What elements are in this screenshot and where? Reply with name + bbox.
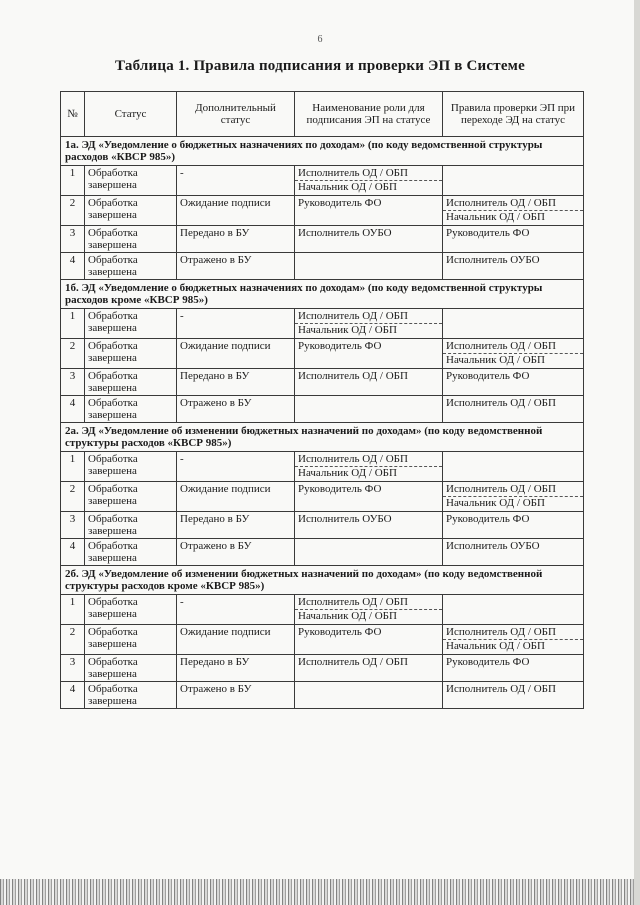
role-cell-entry: Исполнитель ОД / ОБП [295, 167, 442, 181]
check-rules-cell [443, 682, 584, 709]
table-row [61, 482, 584, 512]
row-number: 4 [61, 396, 85, 423]
scan-edge-shadow [634, 0, 640, 905]
status-cell: Обработка завершена [85, 482, 177, 512]
check-rules-cell [443, 196, 584, 226]
check-rules-cell-entry: Начальник ОД / ОБП [446, 640, 545, 652]
status-cell: Обработка завершена [85, 339, 177, 369]
role-cell [295, 482, 443, 512]
table-row [61, 452, 584, 482]
role-cell [295, 452, 443, 482]
section-heading: 1б. ЭД «Уведомление о бюджетных назначениях по доходам» (по коду ведомственной структуры расходов кроме «КВСР 985») [61, 280, 584, 309]
row-number: 3 [61, 226, 85, 253]
extra-status-cell: Ожидание подписи [177, 196, 295, 226]
role-cell [295, 682, 443, 709]
role-cell [295, 226, 443, 253]
section-heading-row [61, 423, 584, 452]
row-number: 3 [61, 655, 85, 682]
table-header-row [61, 92, 584, 137]
role-cell [295, 396, 443, 423]
role-cell-entry: Исполнитель ОД / ОБП [295, 596, 442, 610]
check-rules-cell [443, 452, 584, 482]
table-row [61, 396, 584, 423]
status-cell: Обработка завершена [85, 595, 177, 625]
row-number: 2 [61, 339, 85, 369]
section-heading-row [61, 280, 584, 309]
status-cell: Обработка завершена [85, 253, 177, 280]
check-rules-cell-entry: Начальник ОД / ОБП [446, 354, 545, 366]
extra-status-cell: - [177, 309, 295, 339]
role-cell-entry: Начальник ОД / ОБП [298, 181, 397, 193]
status-cell: Обработка завершена [85, 166, 177, 196]
extra-status-cell: Передано в БУ [177, 369, 295, 396]
page-number: 6 [317, 34, 323, 45]
header-extra-status: Дополнительный статус [177, 92, 295, 137]
check-rules-cell [443, 226, 584, 253]
check-rules-cell [443, 539, 584, 566]
table-row [61, 595, 584, 625]
check-rules-cell [443, 309, 584, 339]
check-rules-cell [443, 339, 584, 369]
role-cell-entry: Руководитель ФО [298, 340, 382, 352]
section-heading-row [61, 137, 584, 166]
extra-status-cell: Отражено в БУ [177, 396, 295, 423]
table-row [61, 539, 584, 566]
extra-status-cell: - [177, 166, 295, 196]
table-row [61, 625, 584, 655]
table-row [61, 512, 584, 539]
role-cell-entry: Руководитель ФО [298, 626, 382, 638]
extra-status-cell: Ожидание подписи [177, 339, 295, 369]
table-row [61, 655, 584, 682]
role-cell [295, 512, 443, 539]
role-cell-entry: Начальник ОД / ОБП [298, 610, 397, 622]
role-cell-entry: Начальник ОД / ОБП [298, 324, 397, 336]
check-rules-cell-entry: Исполнитель ОУБО [446, 254, 540, 266]
role-cell [295, 595, 443, 625]
scan-artifact-strip [0, 879, 640, 905]
check-rules-cell-entry: Руководитель ФО [446, 513, 530, 525]
role-cell [295, 625, 443, 655]
extra-status-cell: - [177, 452, 295, 482]
row-number: 2 [61, 196, 85, 226]
status-cell: Обработка завершена [85, 396, 177, 423]
check-rules-cell [443, 655, 584, 682]
status-cell: Обработка завершена [85, 512, 177, 539]
header-number: № [61, 92, 85, 137]
role-cell-entry: Начальник ОД / ОБП [298, 467, 397, 479]
check-rules-cell [443, 482, 584, 512]
check-rules-cell-entry: Начальник ОД / ОБП [446, 211, 545, 223]
row-number: 1 [61, 166, 85, 196]
status-cell: Обработка завершена [85, 539, 177, 566]
check-rules-cell [443, 512, 584, 539]
role-cell [295, 369, 443, 396]
row-number: 1 [61, 452, 85, 482]
check-rules-cell [443, 369, 584, 396]
role-cell [295, 309, 443, 339]
extra-status-cell: Отражено в БУ [177, 539, 295, 566]
role-cell [295, 339, 443, 369]
role-cell-entry: Исполнитель ОУБО [298, 513, 392, 525]
check-rules-cell [443, 253, 584, 280]
role-cell-entry: Исполнитель ОД / ОБП [295, 453, 442, 467]
check-rules-cell-entry: Исполнитель ОД / ОБП [446, 683, 556, 695]
check-rules-cell-entry: Исполнитель ОД / ОБП [446, 397, 556, 409]
table-body [61, 137, 584, 709]
table-row [61, 369, 584, 396]
check-rules-cell [443, 396, 584, 423]
check-rules-cell-entry: Исполнитель ОУБО [446, 540, 540, 552]
role-cell [295, 253, 443, 280]
extra-status-cell: - [177, 595, 295, 625]
status-cell: Обработка завершена [85, 196, 177, 226]
check-rules-cell-entry: Исполнитель ОД / ОБП [443, 483, 583, 497]
header-role: Наименование роли для подписания ЭП на статусе [295, 92, 443, 137]
check-rules-cell-entry: Начальник ОД / ОБП [446, 497, 545, 509]
table-row [61, 196, 584, 226]
status-cell: Обработка завершена [85, 452, 177, 482]
section-heading: 2б. ЭД «Уведомление об изменении бюджетных назначений по доходам» (по коду ведомственной структуры расходов кроме «КВСР 985») [61, 566, 584, 595]
table-row [61, 253, 584, 280]
extra-status-cell: Передано в БУ [177, 655, 295, 682]
role-cell-entry: Исполнитель ОД / ОБП [298, 656, 408, 668]
table-row [61, 226, 584, 253]
section-heading-row [61, 566, 584, 595]
check-rules-cell [443, 625, 584, 655]
role-cell-entry: Руководитель ФО [298, 483, 382, 495]
check-rules-cell-entry: Исполнитель ОД / ОБП [443, 626, 583, 640]
role-cell-entry: Исполнитель ОД / ОБП [298, 370, 408, 382]
table-title: Таблица 1. Правила подписания и проверки ЭП в Системе [115, 58, 525, 74]
role-cell [295, 655, 443, 682]
extra-status-cell: Ожидание подписи [177, 625, 295, 655]
role-cell-entry: Исполнитель ОУБО [298, 227, 392, 239]
signature-rules-table [60, 91, 584, 709]
row-number: 2 [61, 482, 85, 512]
role-cell [295, 196, 443, 226]
role-cell [295, 539, 443, 566]
header-status: Статус [85, 92, 177, 137]
check-rules-cell [443, 595, 584, 625]
extra-status-cell: Ожидание подписи [177, 482, 295, 512]
extra-status-cell: Передано в БУ [177, 226, 295, 253]
row-number: 3 [61, 369, 85, 396]
check-rules-cell-entry: Исполнитель ОД / ОБП [443, 197, 583, 211]
check-rules-cell-entry: Руководитель ФО [446, 370, 530, 382]
status-cell: Обработка завершена [85, 309, 177, 339]
row-number: 1 [61, 595, 85, 625]
row-number: 2 [61, 625, 85, 655]
table-row [61, 339, 584, 369]
row-number: 1 [61, 309, 85, 339]
row-number: 4 [61, 253, 85, 280]
table-row [61, 166, 584, 196]
role-cell [295, 166, 443, 196]
status-cell: Обработка завершена [85, 655, 177, 682]
row-number: 3 [61, 512, 85, 539]
extra-status-cell: Отражено в БУ [177, 253, 295, 280]
check-rules-cell-entry: Руководитель ФО [446, 227, 530, 239]
row-number: 4 [61, 682, 85, 709]
extra-status-cell: Передано в БУ [177, 512, 295, 539]
role-cell-entry: Руководитель ФО [298, 197, 382, 209]
role-cell-entry: Исполнитель ОД / ОБП [295, 310, 442, 324]
status-cell: Обработка завершена [85, 625, 177, 655]
table-row [61, 682, 584, 709]
section-heading: 2а. ЭД «Уведомление об изменении бюджетных назначений по доходам» (по коду ведомственной структуры расходов «КВСР 985») [61, 423, 584, 452]
header-check-rules: Правила проверки ЭП при переходе ЭД на статус [443, 92, 584, 137]
table-row [61, 309, 584, 339]
check-rules-cell [443, 166, 584, 196]
check-rules-cell-entry: Исполнитель ОД / ОБП [443, 340, 583, 354]
extra-status-cell: Отражено в БУ [177, 682, 295, 709]
status-cell: Обработка завершена [85, 682, 177, 709]
section-heading: 1а. ЭД «Уведомление о бюджетных назначениях по доходам» (по коду ведомственной структуры расходов «КВСР 985») [61, 137, 584, 166]
row-number: 4 [61, 539, 85, 566]
check-rules-cell-entry: Руководитель ФО [446, 656, 530, 668]
status-cell: Обработка завершена [85, 226, 177, 253]
status-cell: Обработка завершена [85, 369, 177, 396]
